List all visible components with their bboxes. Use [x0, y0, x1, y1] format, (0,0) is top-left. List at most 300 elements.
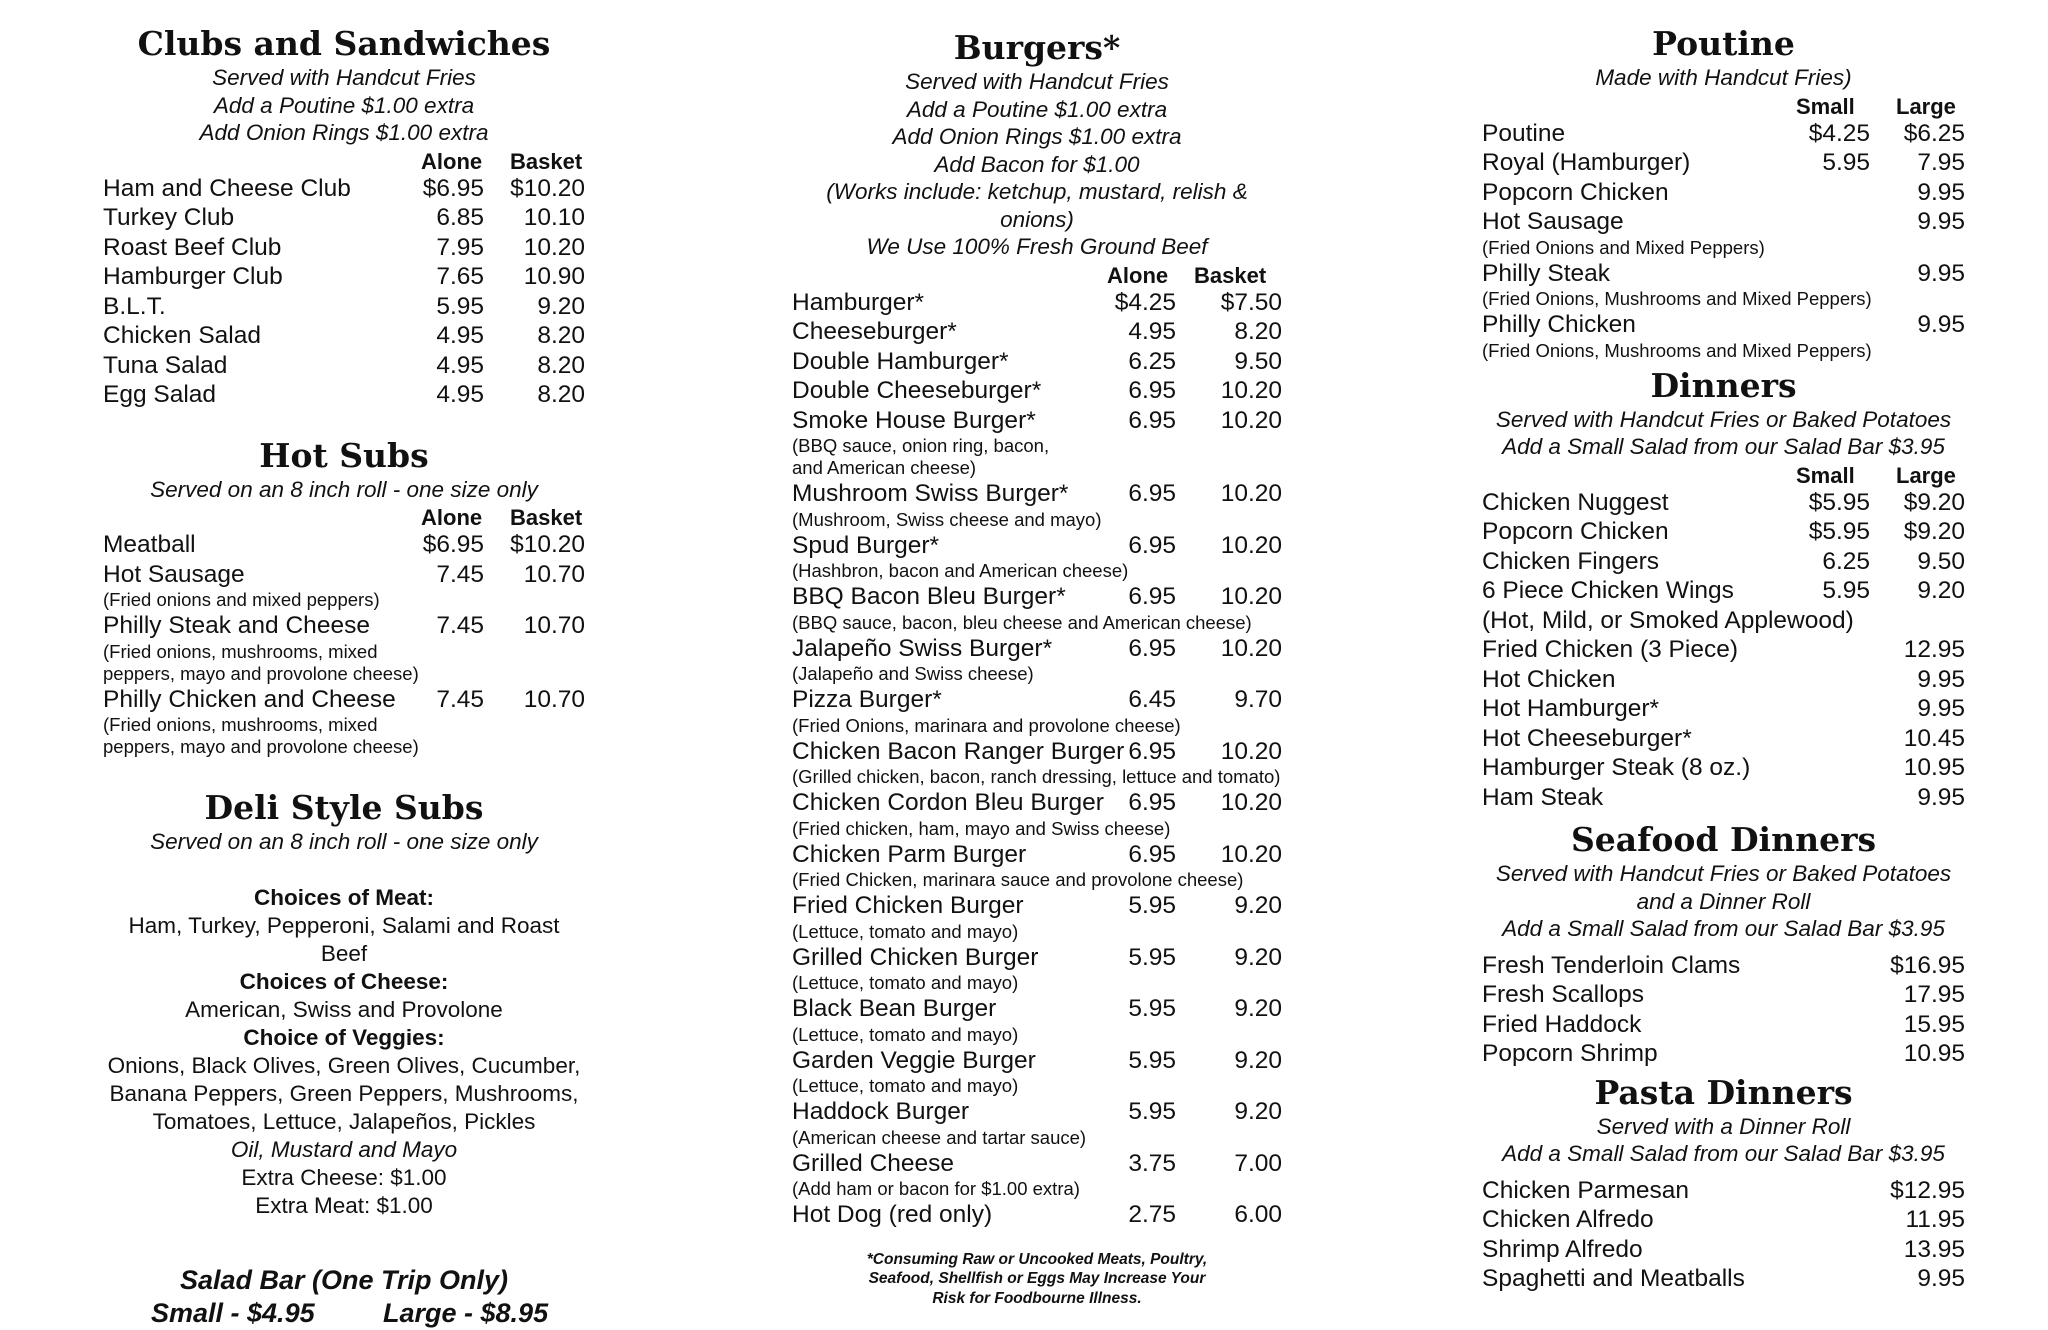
disclaimer-line: Seafood, Shellfish or Eggs May Increase Your: [868, 1270, 1206, 1287]
item-name: Mushroom Swiss Burger*: [792, 480, 1069, 507]
menu-item: [792, 288, 1282, 318]
menu-item: [792, 788, 1282, 840]
poutine-list: [1482, 119, 1965, 362]
item-price: 11.95: [1905, 1206, 1965, 1233]
menu-item: [103, 530, 585, 560]
item-note: (Fried Onions, Mushrooms and Mixed Peppers): [1482, 339, 1872, 361]
salad-large-price: Large - $8.95: [383, 1297, 549, 1328]
salad-small-price: Small - $4.95: [151, 1297, 315, 1328]
item-note: (Jalapeño and Swiss cheese): [792, 663, 1034, 684]
item-name: Double Hamburger*: [792, 347, 1009, 375]
price-small: $4.25: [1114, 288, 1176, 316]
item-name: Fresh Tenderloin Clams: [1482, 951, 1741, 979]
price-large: 9.95: [1917, 783, 1965, 811]
clubs-column-headers: [103, 147, 585, 174]
price-small: 6.45: [1128, 686, 1176, 713]
menu-item-row: [1482, 1010, 1965, 1040]
menu-item: [103, 292, 585, 322]
price-small: 6.95: [1128, 480, 1176, 507]
item-name: Grilled Cheese: [792, 1149, 955, 1177]
item-note: (Fried onions and mixed peppers): [103, 589, 380, 610]
alone-header: Alone: [1107, 262, 1169, 288]
burgers-subtitle: Add Bacon for $1.00: [934, 151, 1140, 177]
menu-item-row: [792, 943, 1282, 973]
menu-item-row: [792, 288, 1282, 318]
price-large: $10.20: [510, 531, 585, 558]
pasta-title: Pasta Dinners: [1594, 1072, 1853, 1112]
burgers-title: Burgers*: [953, 28, 1121, 67]
large-header: Large: [1896, 93, 1956, 119]
item-name: BBQ Bacon Bleu Burger*: [792, 583, 1066, 610]
extra-cheese: Extra Cheese: $1.00: [241, 1164, 447, 1190]
price-small: 7.45: [436, 612, 484, 639]
price-large: $7.50: [1220, 288, 1282, 316]
large-header: Large: [1896, 462, 1956, 488]
veggie-choices: Onions, Black Olives, Green Olives, Cucumber,: [107, 1052, 581, 1078]
menu-item-row: [103, 351, 585, 381]
left-column: [103, 0, 585, 1330]
price-large: 9.20: [1234, 1046, 1282, 1074]
price-small: 7.45: [436, 685, 484, 713]
menu-item: [1482, 488, 1965, 518]
item-note: (Fried Onions, Mushrooms and Mixed Peppers): [1482, 288, 1872, 309]
menu-item-row: [103, 530, 585, 560]
price-small: 5.95: [1128, 943, 1176, 971]
extra-meat: Extra Meat: $1.00: [255, 1192, 433, 1218]
item-name: Hot Sausage: [1482, 208, 1624, 235]
menu-item-row: [792, 1149, 1282, 1179]
menu-item: [103, 380, 585, 410]
item-name: Popcorn Shrimp: [1482, 1040, 1658, 1067]
alone-header: Alone: [421, 148, 483, 174]
menu-item-row: [103, 611, 585, 641]
menu-item: [792, 634, 1282, 686]
menu-item-row: [792, 582, 1282, 612]
item-name: Shrimp Alfredo: [1482, 1235, 1643, 1263]
menu-item: [1482, 753, 1965, 783]
menu-item-row: [792, 840, 1282, 870]
deli-title: Deli Style Subs: [204, 788, 484, 827]
item-name: Chicken Alfredo: [1482, 1206, 1654, 1233]
menu-item-row: [1482, 576, 1965, 606]
item-note: (Fried Chicken, marinara sauce and provolone cheese): [792, 869, 1244, 890]
seafood-subtitle: Served with Handcut Fries or Baked Potatoes: [1495, 861, 1952, 886]
clubs-subtitle: Add a Poutine $1.00 extra: [213, 92, 475, 118]
dinners-column-headers: [1482, 461, 1965, 488]
price-large: 10.20: [1220, 840, 1282, 868]
item-name: Chicken Nuggest: [1482, 488, 1669, 516]
item-note: (Grilled chicken, bacon, ranch dressing, lettuce and tomato): [792, 766, 1281, 787]
menu-item-row: [1482, 148, 1965, 178]
burgers-subtitles: [792, 68, 1282, 261]
menu-item-row: [792, 788, 1282, 818]
price-small: 7.95: [436, 233, 484, 261]
seafood-subtitle: Add a Small Salad from our Salad Bar $3.95: [1502, 916, 1945, 941]
price-large: 9.20: [1234, 1098, 1282, 1125]
item-name: Philly Steak: [1482, 259, 1611, 287]
price-large: 8.20: [537, 351, 585, 379]
price-small: 5.95: [1822, 149, 1870, 176]
menu-item-row: [103, 560, 585, 590]
price-large: 9.50: [1917, 547, 1965, 575]
price-small: 4.95: [436, 381, 484, 408]
clubs-subtitle: Served with Handcut Fries: [212, 65, 476, 90]
item-note: (Lettuce, tomato and mayo): [792, 972, 1019, 993]
item-note: (Fried Onions and Mixed Peppers): [1482, 236, 1765, 258]
price-large: 10.20: [523, 233, 585, 261]
price-small: 4.95: [436, 322, 484, 349]
condiments: Oil, Mustard and Mayo: [230, 1136, 458, 1162]
price-small: 6.95: [1128, 737, 1176, 765]
menu-item-row: [1482, 1205, 1965, 1235]
menu-item-row: [1482, 694, 1965, 724]
price-large: 9.20: [537, 292, 585, 320]
menu-item-row: [1482, 724, 1965, 754]
item-name: Royal (Hamburger): [1482, 149, 1691, 176]
price-large: 10.20: [1220, 480, 1282, 507]
menu-item-row: [792, 685, 1282, 715]
menu-item-row: [792, 1200, 1282, 1230]
menu-item: [1482, 694, 1965, 724]
veggie-choices: Tomatoes, Lettuce, Jalapeños, Pickles: [152, 1108, 536, 1134]
health-disclaimer: [792, 1250, 1282, 1309]
price-small: 6.95: [1128, 840, 1176, 868]
item-note: (Hashbron, bacon and American cheese): [792, 560, 1129, 581]
price-large: 9.95: [1917, 259, 1965, 287]
price-small: 7.45: [436, 560, 484, 588]
item-name: Chicken Bacon Ranger Burger: [792, 737, 1125, 765]
item-name: Grilled Chicken Burger: [792, 943, 1039, 971]
menu-item-row: [103, 321, 585, 351]
item-name: Philly Steak and Cheese: [103, 612, 370, 639]
menu-item-row: [103, 380, 585, 410]
hotsubs-list: [103, 530, 585, 758]
menu-item-row: [1482, 980, 1965, 1010]
item-name: Hot Hamburger*: [1482, 695, 1660, 722]
menu-item: [792, 1149, 1282, 1201]
item-note: (Lettuce, tomato and mayo): [792, 1075, 1019, 1096]
price-small: 5.95: [1128, 995, 1176, 1022]
hotsubs-subtitle: Served on an 8 inch roll - one size only: [150, 476, 538, 502]
item-name: Hot Sausage: [103, 560, 245, 588]
price-large: 9.50: [1234, 347, 1282, 375]
item-name: Garden Veggie Burger: [792, 1046, 1036, 1074]
item-name: Fresh Scallops: [1482, 981, 1645, 1008]
pasta-subtitle: Served with a Dinner Roll: [1596, 1113, 1851, 1139]
price-large: $10.20: [510, 174, 585, 202]
item-name: B.L.T.: [103, 292, 166, 320]
menu-item-row: [103, 203, 585, 233]
price-small: $6.95: [422, 531, 484, 558]
item-name: Philly Chicken and Cheese: [103, 685, 396, 713]
seafood-subtitle: and a Dinner Roll: [1636, 888, 1811, 914]
price-large: 9.20: [1234, 995, 1282, 1022]
hotsubs-title: Hot Subs: [259, 435, 429, 475]
menu-item: [1482, 783, 1965, 813]
veggie-choices: Banana Peppers, Green Peppers, Mushrooms,: [109, 1080, 579, 1106]
item-note: (Lettuce, tomato and mayo): [792, 920, 1019, 942]
item-price: $12.95: [1890, 1176, 1965, 1204]
clubs-subtitle: Add Onion Rings $1.00 extra: [199, 120, 489, 145]
item-price: 15.95: [1903, 1010, 1965, 1038]
item-name: Ham and Cheese Club: [103, 174, 351, 202]
price-small: 5.95: [1128, 1098, 1176, 1125]
price-large: 10.70: [523, 560, 585, 588]
menu-item: [103, 611, 585, 685]
item-note: (American cheese and tartar sauce): [792, 1126, 1087, 1148]
price-large: 9.95: [1917, 665, 1965, 693]
item-name: Hot Cheeseburger*: [1482, 724, 1692, 752]
price-large: 9.20: [1234, 892, 1282, 919]
price-large: 9.95: [1917, 695, 1965, 722]
menu-item-row: [792, 994, 1282, 1024]
menu-item-row: [792, 531, 1282, 561]
menu-item: [103, 203, 585, 233]
item-note: (Fried chicken, ham, mayo and Swiss cheese): [792, 817, 1171, 839]
menu-item: [1482, 606, 1965, 636]
price-large: 6.00: [1234, 1201, 1282, 1228]
menu-item: [792, 891, 1282, 943]
burgers-subtitle: We Use 100% Fresh Ground Beef: [866, 234, 1208, 259]
item-name: Egg Salad: [103, 381, 217, 408]
burgers-subtitle: Served with Handcut Fries: [905, 69, 1169, 94]
salad-bar-title: Salad Bar (One Trip Only): [179, 1264, 509, 1295]
menu-item: [1482, 665, 1965, 695]
menu-item-row: [792, 347, 1282, 377]
deli-subtitle: Served on an 8 inch roll - one size only: [150, 829, 538, 854]
price-large: 9.70: [1234, 686, 1282, 713]
item-name: Chicken Parmesan: [1482, 1176, 1689, 1204]
dinners-list: [1482, 488, 1965, 813]
item-name: Poutine: [1482, 119, 1566, 147]
price-small: $4.25: [1808, 119, 1870, 147]
menu-item-row: [1482, 635, 1965, 665]
clubs-list: [103, 174, 585, 410]
menu-item: [1482, 148, 1965, 178]
item-name: Hamburger Club: [103, 263, 283, 290]
price-large: 8.20: [1234, 318, 1282, 345]
price-large: 9.95: [1917, 178, 1965, 206]
menu-item-row: [1482, 783, 1965, 813]
veggie-label: Choice of Veggies:: [243, 1024, 445, 1050]
dinners-subtitle: Served with Handcut Fries or Baked Potatoes: [1495, 406, 1952, 432]
price-large: 8.20: [537, 322, 585, 349]
menu-item: [103, 262, 585, 292]
price-large: 9.20: [1234, 943, 1282, 971]
price-large: $9.20: [1903, 488, 1965, 516]
menu-item-row: [1482, 259, 1965, 289]
price-small: $5.95: [1808, 518, 1870, 545]
menu-item: [1482, 576, 1965, 606]
menu-item: [792, 406, 1282, 480]
price-large: 8.20: [537, 381, 585, 408]
menu-item: [1482, 517, 1965, 547]
price-large: 10.45: [1903, 724, 1965, 752]
item-price: $16.95: [1890, 951, 1965, 979]
price-small: 5.95: [436, 292, 484, 320]
menu-item: [103, 560, 585, 612]
menu-item: [103, 321, 585, 351]
price-large: 10.10: [523, 204, 585, 231]
menu-item-row: [1482, 665, 1965, 695]
item-name: 6 Piece Chicken Wings: [1482, 577, 1734, 604]
menu-item: [1482, 310, 1965, 362]
menu-item: [1482, 259, 1965, 311]
deli-choices: [103, 884, 585, 1220]
menu-item-row: [792, 1046, 1282, 1076]
price-large: 9.95: [1917, 208, 1965, 235]
price-small: 5.95: [1128, 892, 1176, 919]
item-name: Fried Haddock: [1482, 1010, 1642, 1038]
menu-item-row: [1482, 178, 1965, 208]
menu-item: [1482, 635, 1965, 665]
cheese-label: Choices of Cheese:: [239, 968, 449, 994]
item-name: Hot Chicken: [1482, 665, 1616, 693]
price-large: $9.20: [1903, 518, 1965, 545]
item-name: Meatball: [103, 531, 196, 558]
menu-item: [792, 1200, 1282, 1230]
item-name: Philly Chicken: [1482, 311, 1636, 338]
middle-column: [792, 0, 1282, 1308]
price-small: 6.95: [1128, 406, 1176, 434]
menu-item: [103, 233, 585, 263]
item-name: (Hot, Mild, or Smoked Applewood): [1482, 606, 1854, 634]
menu-item-row: [103, 262, 585, 292]
item-note: (Mushroom, Swiss cheese and mayo): [792, 508, 1102, 530]
seafood-list: [1482, 951, 1965, 1069]
item-name: Hot Dog (red only): [792, 1201, 993, 1228]
basket-header: Basket: [510, 505, 583, 530]
item-name: Popcorn Chicken: [1482, 518, 1669, 545]
pasta-subtitle: Add a Small Salad from our Salad Bar $3.95: [1502, 1141, 1945, 1166]
menu-item: [103, 685, 585, 759]
menu-item-row: [1482, 1039, 1965, 1069]
pasta-list: [1482, 1176, 1965, 1294]
dinners-title: Dinners: [1650, 365, 1797, 405]
burgers-subtitle: (Works include: ketchup, mustard, relish & onions): [826, 179, 1248, 232]
menu-item-row: [103, 685, 585, 715]
price-small: 2.75: [1128, 1201, 1176, 1228]
menu-item: [792, 685, 1282, 737]
item-name: Chicken Salad: [103, 322, 261, 349]
price-small: 7.65: [436, 263, 484, 290]
price-large: 10.20: [1220, 737, 1282, 765]
alone-header: Alone: [421, 505, 483, 530]
menu-item: [792, 1097, 1282, 1149]
menu-item: [103, 174, 585, 204]
item-name: Fried Chicken Burger: [792, 892, 1024, 919]
item-name: Spud Burger*: [792, 531, 940, 559]
item-name: Ham Steak: [1482, 783, 1604, 811]
right-column: [1482, 0, 1965, 1294]
menu-item: [792, 582, 1282, 634]
burgers-list: [792, 288, 1282, 1230]
burgers-subtitle: Add a Poutine $1.00 extra: [906, 96, 1168, 122]
item-name: Black Bean Burger: [792, 995, 997, 1022]
menu-item: [792, 317, 1282, 347]
meat-choices: Ham, Turkey, Pepperoni, Salami and Roast Beef: [128, 912, 560, 966]
price-large: 10.20: [1220, 531, 1282, 559]
item-name: Chicken Cordon Bleu Burger: [792, 789, 1104, 816]
item-note: (Fried onions, mushrooms, mixed peppers, mayo and provolone cheese): [103, 640, 419, 684]
dinners-subtitle: Add a Small Salad from our Salad Bar $3.95: [1502, 434, 1945, 459]
menu-item: [792, 737, 1282, 789]
menu-item: [792, 943, 1282, 995]
burgers-subtitle: Add Onion Rings $1.00 extra: [892, 124, 1182, 149]
item-name: Double Cheeseburger*: [792, 377, 1042, 404]
price-large: 10.20: [1220, 789, 1282, 816]
disclaimer-line: *Consuming Raw or Uncooked Meats, Poultry,: [866, 1250, 1208, 1268]
menu-item-row: [103, 233, 585, 263]
price-large: 9.95: [1917, 311, 1965, 338]
item-name: Popcorn Chicken: [1482, 178, 1669, 206]
price-small: 4.95: [436, 351, 484, 379]
item-price: 10.95: [1903, 1040, 1965, 1067]
hotsubs-column-headers: [103, 503, 585, 530]
disclaimer-line: Risk for Foodbourne Illness.: [932, 1289, 1142, 1307]
menu-item-row: [1482, 606, 1965, 636]
item-name: Haddock Burger: [792, 1098, 970, 1125]
seafood-title: Seafood Dinners: [1570, 820, 1877, 859]
item-name: Hamburger*: [792, 288, 925, 316]
menu-item: [792, 994, 1282, 1046]
item-note: (BBQ sauce, bacon, bleu cheese and American cheese): [792, 611, 1252, 633]
price-small: 6.25: [1822, 547, 1870, 575]
menu-item: [792, 840, 1282, 892]
item-name: Chicken Parm Burger: [792, 840, 1027, 868]
menu-item-row: [792, 634, 1282, 664]
item-name: Cheeseburger*: [792, 318, 957, 345]
price-small: 6.95: [1128, 634, 1176, 662]
menu-item: [1482, 547, 1965, 577]
price-small: 6.85: [436, 204, 484, 231]
menu-item-row: [792, 891, 1282, 921]
poutine-subtitle: Made with Handcut Fries): [1595, 65, 1852, 90]
item-name: Jalapeño Swiss Burger*: [792, 634, 1053, 662]
basket-header: Basket: [1194, 262, 1267, 288]
menu-item: [792, 347, 1282, 377]
price-large: 10.20: [1220, 634, 1282, 662]
menu-item-row: [792, 317, 1282, 347]
price-large: 10.20: [1220, 377, 1282, 404]
item-name: Hamburger Steak (8 oz.): [1482, 754, 1751, 781]
basket-header: Basket: [510, 148, 583, 174]
menu-item-row: [103, 292, 585, 322]
menu-item: [103, 351, 585, 381]
menu-item-row: [1482, 951, 1965, 981]
item-price: 9.95: [1917, 1265, 1965, 1292]
price-large: $6.25: [1903, 119, 1965, 147]
menu-item: [1482, 178, 1965, 208]
price-small: 6.95: [1128, 531, 1176, 559]
menu-item-row: [1482, 488, 1965, 518]
clubs-subtitles: [103, 64, 585, 147]
item-price: 13.95: [1903, 1235, 1965, 1263]
price-large: 10.90: [523, 263, 585, 290]
price-small: 6.25: [1128, 347, 1176, 375]
price-large: 10.95: [1903, 754, 1965, 781]
price-small: 6.95: [1128, 789, 1176, 816]
menu-item-row: [1482, 547, 1965, 577]
price-small: 6.95: [1128, 377, 1176, 404]
item-name: Spaghetti and Meatballs: [1482, 1265, 1745, 1292]
item-name: Roast Beef Club: [103, 233, 282, 261]
price-large: 9.20: [1917, 577, 1965, 604]
poutine-title: Poutine: [1652, 24, 1795, 63]
item-name: Turkey Club: [103, 204, 235, 231]
menu-item-row: [1482, 119, 1965, 149]
poutine-column-headers: [1482, 92, 1965, 119]
